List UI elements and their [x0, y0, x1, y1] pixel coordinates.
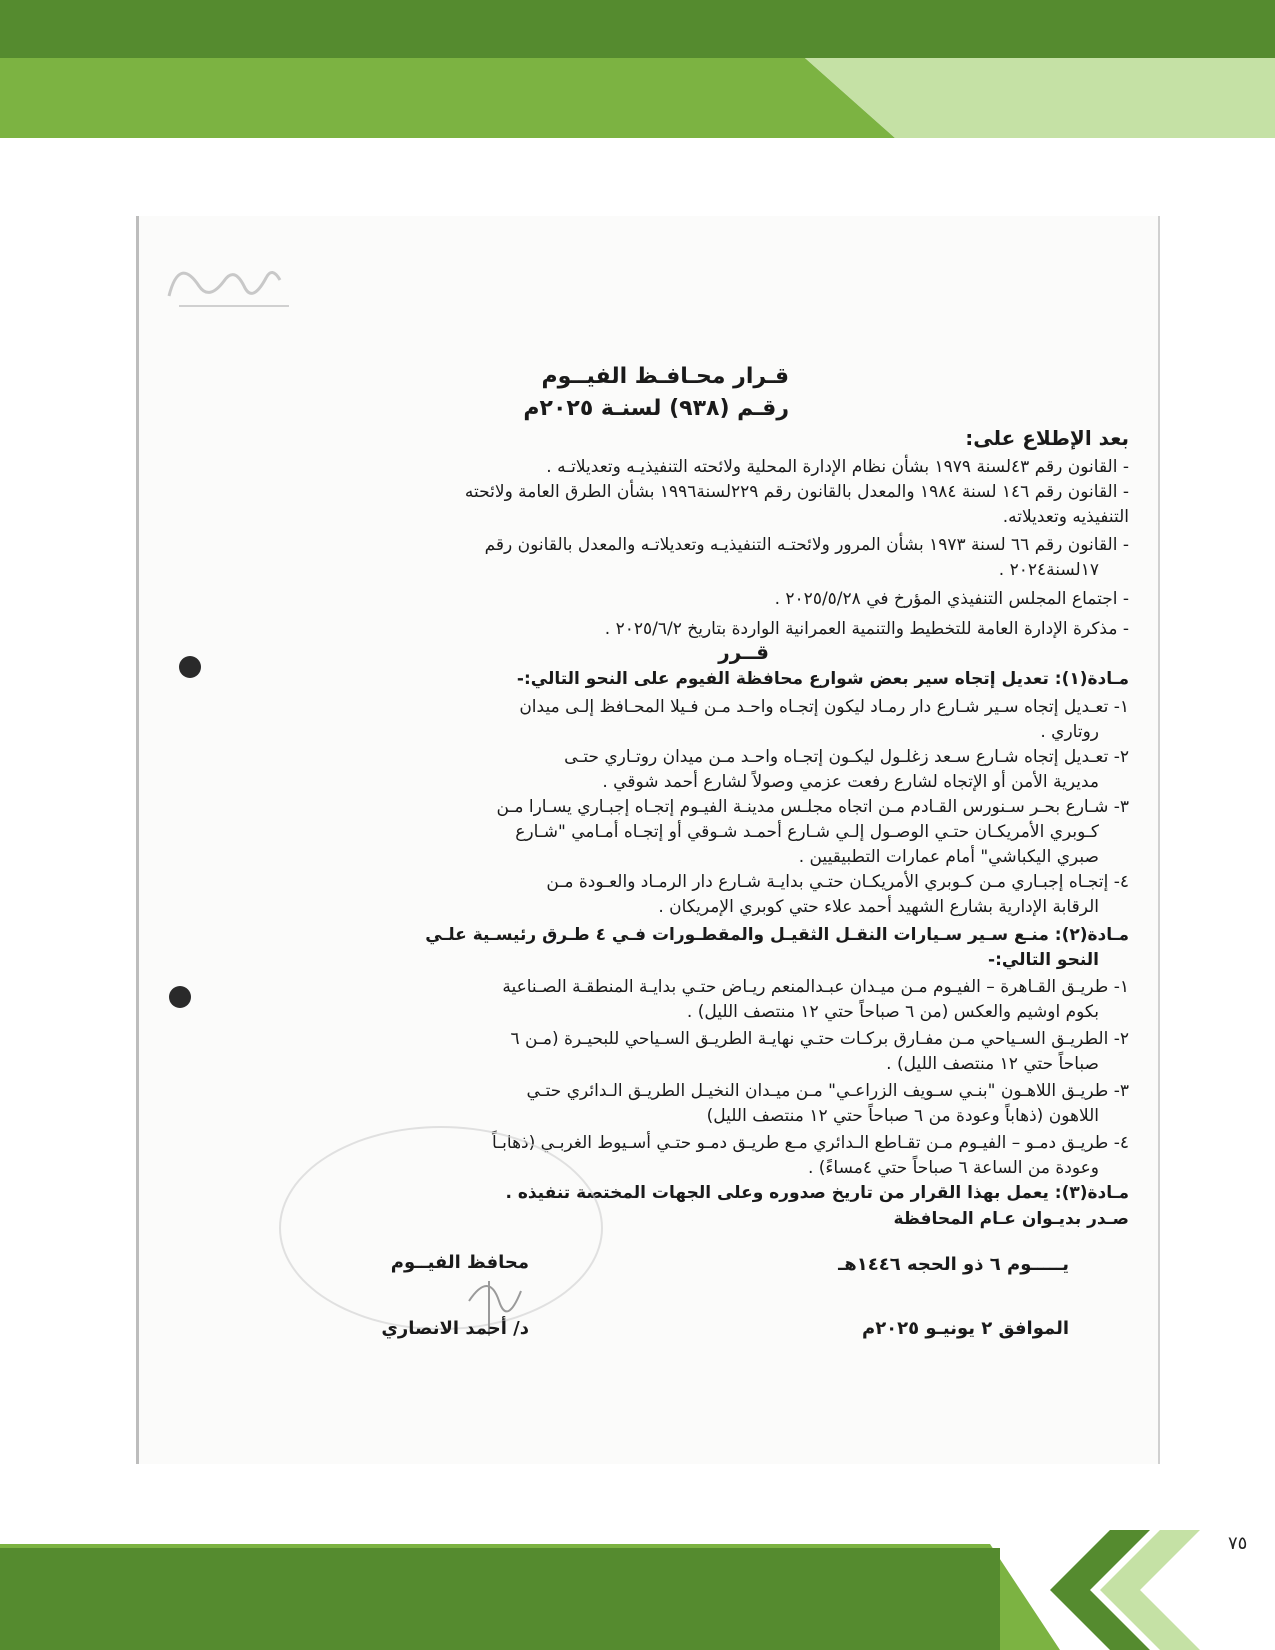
article-2-title: النحو التالي:- — [988, 950, 1099, 970]
bottom-banner — [0, 1530, 1275, 1650]
article-2-item: ٣- طريـق اللاهـون "بنـي سـويف الزراعـي" مـن ميـدان النخيـل الطريـق الـدائري حتـي — [526, 1081, 1129, 1101]
article-1-item: ٣- شـارع بحـر سـنورس القـادم مـن اتجاه مجلـس مدينـة الفيـوم إتجـاه إجبـاري يسـارا مـن — [496, 797, 1129, 817]
punch-hole — [169, 986, 191, 1008]
punch-hole — [179, 656, 201, 678]
top-banner-dark-strip — [0, 0, 1275, 58]
preamble-line: ١٧لسنة٢٠٢٤ . — [998, 560, 1099, 580]
governorate-logo-icon — [149, 246, 309, 326]
preamble-line: - القانون رقم ٤٣لسنة ١٩٧٩ بشأن نظام الإدارة المحلية ولائحته التنفيذيـه وتعديلاتـه . — [546, 457, 1129, 477]
decides-heading: قــرر — [718, 640, 769, 664]
decision-number: رقـم (٩٣٨) لسنـة ٢٠٢٥م — [523, 396, 789, 421]
preamble-line: التنفيذيه وتعديلاته. — [1002, 507, 1129, 527]
page-number: ٧٥ — [1228, 1533, 1248, 1554]
governor-name: د/ أحمد الانصاري — [381, 1318, 529, 1339]
preamble-line: - اجتماع المجلس التنفيذي المؤرخ في ٢٠٢٥/٥/٢٨ . — [774, 589, 1129, 609]
scanned-document — [136, 216, 1160, 1464]
article-1-item: ٢- تعـديل إتجاه شـارع سـعد زغلـول ليكـون إتجـاه واحـد مـن ميدان روتـاري حتـى — [564, 747, 1129, 767]
article-3: مـادة(٣): يعمل بهذا القرار من تاريخ صدوره وعلى الجهات المختصة تنفيذه . — [505, 1183, 1129, 1203]
article-1-item: الرقابة الإدارية بشارع الشهيد أحمد علاء حتي كوبري الإمريكان . — [658, 897, 1099, 917]
top-banner-green-wedge — [0, 58, 895, 138]
preamble-heading: بعد الإطلاع على: — [965, 426, 1129, 450]
issued-at: صـدر بديـوان عـام المحافظة — [893, 1209, 1129, 1229]
governor-title: محافظ الفيــوم — [390, 1252, 529, 1273]
article-2-item: بكوم اوشيم والعكس (من ٦ صباحاً حتي ١٢ منتصف الليل) . — [686, 1002, 1099, 1022]
article-2-title: مـادة(٢): منـع سـير سـيارات النقـل الثقيـل والمقطـورات فـي ٤ طـرق رئيسـية علـي — [425, 925, 1129, 945]
article-2-item: صباحاً حتي ١٢ منتصف الليل) . — [886, 1054, 1099, 1074]
preamble-line: - القانون رقم ١٤٦ لسنة ١٩٨٤ والمعدل بالقانون رقم ٢٢٩لسنة١٩٩٦ بشأن الطرق العامة ولائحته — [464, 482, 1129, 502]
decision-title: قـرار محـافـظ الفيــوم — [541, 364, 789, 389]
article-2-item: اللاهون (ذهاباً وعودة من ٦ صباحاً حتي ١٢ منتصف الليل) — [706, 1106, 1099, 1126]
hijri-date: يـــــوم ٦ ذو الحجه ١٤٤٦هـ — [838, 1254, 1069, 1275]
preamble-line: - القانون رقم ٦٦ لسنة ١٩٧٣ بشأن المرور ولائحتـه التنفيذيـه وتعديلاتـه والمعدل بالقانون رقم — [484, 535, 1129, 555]
decision-text — [209, 216, 1129, 1464]
bottom-banner-dark-band — [0, 1548, 1000, 1650]
article-2-item: ٤- طريـق دمـو – الفيـوم مـن تقـاطع الـدائري مـع طريـق دمـو حتـي أسـيوط الغربـي (ذهابـاً — [492, 1133, 1129, 1153]
article-1-title: مـادة(١): تعديل إتجاه سير بعض شوارع محافظة الفيوم على النحو التالي:- — [516, 669, 1129, 689]
top-banner — [0, 0, 1275, 140]
article-1-item: صبري اليكباشي" أمام عمارات التطبيقيين . — [798, 847, 1099, 867]
article-1-item: ١- تعـديل إتجاه سـير شـارع دار رمـاد ليكون إتجـاه واحـد مـن فـيلا المحـافظ إلـى ميدان — [519, 697, 1129, 717]
preamble-line: - مذكرة الإدارة العامة للتخطيط والتنمية العمرانية الواردة بتاريخ ٢٠٢٥/٦/٢ . — [604, 619, 1129, 639]
article-2-item: ١- طريـق القـاهرة – الفيـوم مـن ميـدان عبـدالمنعم ريـاض حتـي بدايـة المنطقـة الصـناعية — [502, 977, 1129, 997]
article-1-item: مديرية الأمن أو الإتجاه لشارع رفعت عزمي وصولاً لشارع أحمد شوقي . — [602, 772, 1099, 792]
article-1-item: روتاري . — [1040, 722, 1099, 742]
stamp-outline — [279, 1126, 603, 1330]
article-2-item: ٢- الطريـق السـياحي مـن مفـارق بركـات حتـي نهايـة الطريـق السـياحي للبحيـرة (مـن ٦ — [510, 1029, 1129, 1049]
article-1-item: ٤- إتجـاه إجبـاري مـن كـوبري الأمريكـان حتـي بدايـة شـارع دار الرمـاد والعـودة مـن — [546, 872, 1129, 892]
article-2-item: وعودة من الساعة ٦ صباحاً حتي ٤مساءً) . — [807, 1158, 1099, 1178]
article-1-item: كـوبري الأمريكـان حتـي الوصـول إلـي شـارع أحمـد شـوقي أو إتجـاه أمـامي "شـارع — [515, 822, 1099, 842]
gregorian-date: الموافق ٢ يونيـو ٢٠٢٥م — [861, 1318, 1069, 1339]
